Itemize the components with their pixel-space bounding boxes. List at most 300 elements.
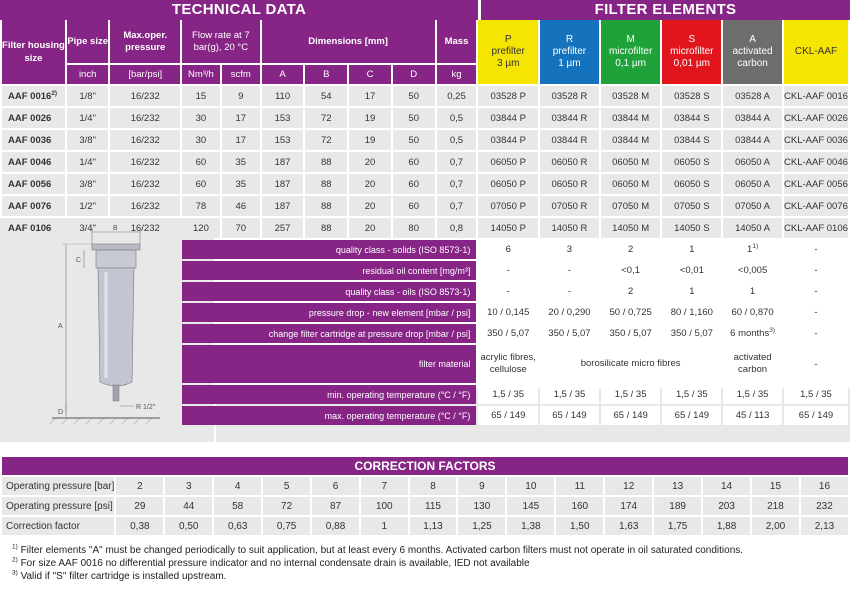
unit-cell: A <box>262 65 304 84</box>
dim-d-label: D <box>58 409 64 416</box>
table-cell: 257 <box>262 218 304 238</box>
correction-cell: 13 <box>654 477 701 495</box>
table-cell: 06050 M <box>601 174 661 194</box>
property-value <box>601 282 661 301</box>
table-cell: 0,5 <box>437 108 477 128</box>
correction-cell: 29 <box>116 497 163 515</box>
table-cell: 17 <box>349 86 391 106</box>
table-cell: 20 <box>349 196 391 216</box>
table-cell: CKL-AAF 0056 <box>784 174 848 194</box>
table-cell: 03844 P <box>478 130 538 150</box>
table-cell: 03844 M <box>601 130 661 150</box>
correction-cell: 232 <box>801 497 848 515</box>
table-row <box>2 86 848 106</box>
property-value-text: - <box>567 286 572 297</box>
table-cell: 20 <box>349 174 391 194</box>
property-value-text: <0,1 <box>621 265 641 276</box>
property-value <box>601 324 661 343</box>
correction-cell: 2,00 <box>752 517 799 535</box>
table-cell: 72 <box>305 130 347 150</box>
table-cell: 30 <box>182 108 220 128</box>
dim-c-label: C <box>76 257 82 264</box>
property-value <box>723 324 782 343</box>
table-cell: 0,7 <box>437 196 477 216</box>
correction-cell: 1,88 <box>703 517 750 535</box>
property-value <box>662 406 721 425</box>
filter-elements-header: FILTER ELEMENTS <box>481 0 850 20</box>
element-name: prefilter <box>552 46 587 57</box>
table-cell: 07050 R <box>540 196 599 216</box>
table-cell: 07050 M <box>601 196 661 216</box>
table-cell: 0,5 <box>437 130 477 150</box>
col-flow-rate: Flow rate at 7 bar(g), 20 °C <box>182 20 260 63</box>
table-cell: 70 <box>222 218 260 238</box>
element-code: M <box>626 34 635 45</box>
table-cell: 16/232 <box>110 218 180 238</box>
property-value <box>540 324 599 343</box>
table-cell: 20 <box>349 218 391 238</box>
correction-cell: 1,13 <box>410 517 457 535</box>
unit-cell: C <box>349 65 391 84</box>
property-value <box>723 261 782 280</box>
table-cell: 17 <box>222 130 260 150</box>
property-value-text: 60 / 0,870 <box>731 307 774 318</box>
table-cell: 153 <box>262 108 304 128</box>
correction-label: Operating pressure [psi] <box>2 497 114 515</box>
table-cell: 03844 A <box>723 130 782 150</box>
table-cell: 03844 S <box>662 108 721 128</box>
property-value-text: - <box>814 244 818 255</box>
table-cell: 187 <box>262 196 304 216</box>
correction-cell: 130 <box>458 497 505 515</box>
element-code: A <box>749 34 756 45</box>
table-cell: 03844 M <box>601 108 661 128</box>
property-value-text: 1 <box>689 286 695 297</box>
table-row <box>2 196 848 216</box>
property-value <box>540 303 599 322</box>
table-cell: 03528 A <box>723 86 782 106</box>
col-housing-size: Filter housing size <box>2 20 65 84</box>
property-value <box>601 261 661 280</box>
correction-cell: 3 <box>165 477 212 495</box>
property-value-text: - <box>567 265 572 276</box>
property-value <box>784 240 848 259</box>
correction-cell: 11 <box>556 477 603 495</box>
property-value <box>478 303 538 322</box>
correction-cell: 0,50 <box>165 517 212 535</box>
property-value <box>784 385 848 404</box>
element-spec: 1 µm <box>558 58 581 69</box>
correction-cell: 1,63 <box>605 517 652 535</box>
property-label: max. operating temperature (°C / °F) <box>182 406 476 425</box>
property-value <box>540 385 599 404</box>
material-acrylic: acrylic fibres, cellulose <box>478 345 538 383</box>
correction-cell: 10 <box>507 477 554 495</box>
property-value <box>723 282 782 301</box>
correction-cell: 58 <box>214 497 261 515</box>
property-value <box>540 261 599 280</box>
property-value <box>601 406 661 425</box>
dim-b-label: B <box>113 225 118 232</box>
correction-cell: 100 <box>361 497 408 515</box>
housing-size-cell <box>2 130 65 150</box>
property-value-text: 350 / 5,07 <box>670 328 713 339</box>
property-value-text: - <box>506 286 510 297</box>
correction-cell: 145 <box>507 497 554 515</box>
property-value-text: - <box>506 265 510 276</box>
table-cell: 54 <box>305 86 347 106</box>
table-cell: 20 <box>349 152 391 172</box>
correction-cell: 12 <box>605 477 652 495</box>
table-cell: 16/232 <box>110 174 180 194</box>
property-value-text: 2 <box>627 244 634 255</box>
correction-cell: 72 <box>263 497 310 515</box>
property-value <box>662 385 721 404</box>
element-name: microfilter <box>608 46 653 57</box>
correction-label: Correction factor <box>2 517 114 535</box>
table-cell: 17 <box>222 108 260 128</box>
table-cell: 06050 A <box>723 174 782 194</box>
table-cell: 14050 S <box>662 218 721 238</box>
property-value-text: 20 / 0,290 <box>548 307 591 318</box>
dim-a-label: A <box>58 323 63 330</box>
unit-cell: scfm <box>222 65 260 84</box>
property-value <box>601 240 661 259</box>
table-cell: CKL-AAF 0046 <box>784 152 848 172</box>
correction-cell: 4 <box>214 477 261 495</box>
property-value-text: 1,5 / 35 <box>800 389 832 400</box>
table-cell: 19 <box>349 130 391 150</box>
property-value-text: 350 / 5,07 <box>609 328 652 339</box>
correction-row <box>2 517 848 535</box>
correction-cell: 1,25 <box>458 517 505 535</box>
table-cell: 46 <box>222 196 260 216</box>
col-pipe-size: Pipe size <box>67 20 109 63</box>
property-value <box>540 282 599 301</box>
table-row <box>2 152 848 172</box>
table-cell: CKL-AAF 0016 <box>784 86 848 106</box>
property-value-text: 1,5 / 35 <box>492 389 525 400</box>
table-cell: 07050 P <box>478 196 538 216</box>
table-cell: 60 <box>393 174 435 194</box>
element-header-s <box>662 20 721 84</box>
table-cell: 16/232 <box>110 86 180 106</box>
element-header-p <box>478 20 538 84</box>
col-dimensions: Dimensions [mm] <box>262 20 435 63</box>
element-spec: 0,01 µm <box>673 58 711 69</box>
table-cell: 03844 A <box>723 108 782 128</box>
table-cell: 16/232 <box>110 196 180 216</box>
property-value-text: 1 <box>747 244 753 255</box>
table-cell: 14050 P <box>478 218 538 238</box>
table-cell: 03844 S <box>662 130 721 150</box>
table-cell: 72 <box>305 108 347 128</box>
element-code: S <box>688 34 696 45</box>
element-code: R <box>565 34 574 45</box>
property-value-text: 1,5 / 35 <box>614 389 647 400</box>
element-spec: carbon <box>737 58 768 69</box>
property-value-text: 50 / 0,725 <box>609 307 652 318</box>
correction-cell: 8 <box>410 477 457 495</box>
housing-size: AAF 0076 <box>8 200 52 212</box>
table-row <box>2 108 848 128</box>
property-value-text: 350 / 5,07 <box>548 328 591 339</box>
correction-cell: 1,50 <box>556 517 603 535</box>
footnote-mark: 2) <box>51 89 58 97</box>
correction-factors-title: CORRECTION FACTORS <box>2 457 848 475</box>
housing-size: AAF 0046 <box>8 156 52 168</box>
element-header-r <box>540 20 599 84</box>
property-value-text: 2 <box>627 286 634 297</box>
element-spec: 0,1 µm <box>615 58 647 69</box>
table-cell: 3/8" <box>67 130 109 150</box>
technical-data-header: TECHNICAL DATA <box>0 0 478 20</box>
table-row <box>2 174 848 194</box>
table-cell: 50 <box>393 130 435 150</box>
property-value-text: 80 / 1,160 <box>670 307 713 318</box>
table-cell: 06050 P <box>478 152 538 172</box>
property-value <box>540 406 599 425</box>
correction-cell: 1,38 <box>507 517 554 535</box>
table-cell: 06050 R <box>540 152 599 172</box>
correction-cell: 174 <box>605 497 652 515</box>
correction-cell: 87 <box>312 497 359 515</box>
table-cell: 60 <box>182 174 220 194</box>
material-ckl: - <box>784 345 848 383</box>
correction-cell: 44 <box>165 497 212 515</box>
table-cell: 9 <box>222 86 260 106</box>
unit-cell: inch <box>67 65 109 84</box>
table-cell: 06050 P <box>478 174 538 194</box>
element-code: P <box>504 34 512 45</box>
property-value-text: 1,5 / 35 <box>675 389 708 400</box>
table-cell: 1/4" <box>67 108 109 128</box>
footnote-2: $^{2)}$ For size AAF 0016 no differential pressure indicator and no internal condensate drain is available, IED not available <box>12 556 530 569</box>
table-cell: CKL-AAF 0076 <box>784 196 848 216</box>
table-cell: 03528 R <box>540 86 599 106</box>
property-value <box>662 261 721 280</box>
property-value <box>478 406 538 425</box>
table-cell: 88 <box>305 196 347 216</box>
table-cell: 0,8 <box>437 218 477 238</box>
property-value-text: 65 / 149 <box>491 410 526 421</box>
table-cell: 0,7 <box>437 174 477 194</box>
correction-cell: 15 <box>752 477 799 495</box>
unit-cell: kg <box>437 65 477 84</box>
property-value-text: 45 / 113 <box>735 410 770 421</box>
property-value-text: 6 months <box>730 328 770 339</box>
element-name: activated <box>732 46 773 57</box>
element-header-a <box>723 20 782 84</box>
property-value <box>723 303 782 322</box>
footnote-mark: 3) <box>769 326 775 334</box>
correction-cell: 203 <box>703 497 750 515</box>
housing-size-cell <box>2 152 65 172</box>
property-label: change filter cartridge at pressure drop [mbar / psi] <box>182 324 476 343</box>
housing-size: AAF 0016 <box>8 90 52 102</box>
property-value <box>784 282 848 301</box>
property-value <box>723 406 782 425</box>
table-cell: 50 <box>393 86 435 106</box>
correction-cell: 189 <box>654 497 701 515</box>
property-value-text: 1,5 / 35 <box>553 389 586 400</box>
property-value <box>723 385 782 404</box>
table-cell: 14050 R <box>540 218 599 238</box>
table-cell: 60 <box>393 196 435 216</box>
correction-row <box>2 477 848 495</box>
property-value-text: <0,01 <box>679 265 704 276</box>
housing-size-cell <box>2 108 65 128</box>
table-cell: 03844 P <box>478 108 538 128</box>
table-cell: 50 <box>393 108 435 128</box>
table-cell: 187 <box>262 174 304 194</box>
correction-row <box>2 497 848 515</box>
correction-label: Operating pressure [bar] <box>2 477 114 495</box>
correction-cell: 14 <box>703 477 750 495</box>
table-cell: 07050 A <box>723 196 782 216</box>
property-value-text: - <box>814 286 818 297</box>
element-name: microfilter <box>670 46 714 57</box>
property-value-text: 350 / 5,07 <box>487 328 530 339</box>
table-cell: 0,25 <box>437 86 477 106</box>
correction-cell: 0,38 <box>116 517 163 535</box>
element-header-ckl <box>784 20 848 84</box>
property-value-text: 65 / 149 <box>798 410 834 421</box>
material-borosilicate: borosilicate micro fibres <box>540 345 721 383</box>
property-value <box>784 303 848 322</box>
property-value-text: 65 / 149 <box>674 410 710 421</box>
table-cell: 1/4" <box>67 152 109 172</box>
correction-cell: 5 <box>263 477 310 495</box>
element-name: prefilter <box>491 46 525 57</box>
unit-cell: B <box>305 65 347 84</box>
thread-label: R 1/2" <box>136 404 156 411</box>
property-value <box>662 282 721 301</box>
table-cell: 03528 S <box>662 86 721 106</box>
correction-cell: 160 <box>556 497 603 515</box>
element-name: CKL-AAF <box>794 46 838 57</box>
table-cell: 35 <box>222 152 260 172</box>
col-mass: Mass <box>437 20 477 63</box>
table-cell: 06050 A <box>723 152 782 172</box>
property-value-text: 10 / 0,145 <box>487 307 530 318</box>
property-value-text: 1,5 / 35 <box>736 389 769 400</box>
table-cell: 1/8" <box>67 86 109 106</box>
property-value <box>601 385 661 404</box>
housing-size-cell <box>2 86 65 106</box>
footnote-mark: 1) <box>752 242 759 250</box>
property-value <box>478 385 538 404</box>
property-value <box>478 282 538 301</box>
property-value <box>784 406 848 425</box>
housing-size: AAF 0056 <box>8 178 52 190</box>
table-cell: 153 <box>262 130 304 150</box>
table-cell: 88 <box>305 174 347 194</box>
property-value-text: 6 <box>505 244 511 255</box>
property-value-text: - <box>814 307 818 318</box>
table-cell: 03528 M <box>601 86 661 106</box>
correction-cell: 0,88 <box>312 517 359 535</box>
correction-cell: 7 <box>361 477 408 495</box>
element-header-m <box>601 20 661 84</box>
table-cell: 0,7 <box>437 152 477 172</box>
table-cell: 16/232 <box>110 108 180 128</box>
property-value <box>478 261 538 280</box>
property-label: pressure drop - new element [mbar / psi] <box>182 303 476 322</box>
property-value <box>723 240 782 259</box>
correction-cell: 6 <box>312 477 359 495</box>
property-value <box>540 240 599 259</box>
property-value-text: 65 / 149 <box>552 410 587 421</box>
property-value-text: 65 / 149 <box>613 410 648 421</box>
property-value <box>784 324 848 343</box>
correction-cell: 2 <box>116 477 163 495</box>
table-cell: 88 <box>305 218 347 238</box>
correction-cell: 2,13 <box>801 517 848 535</box>
material-carbon: activated carbon <box>723 345 782 383</box>
housing-size: AAF 0036 <box>8 134 52 146</box>
table-cell: 06050 S <box>662 174 721 194</box>
table-cell: 60 <box>393 152 435 172</box>
element-spec: 3 µm <box>497 58 520 69</box>
table-cell: 14050 M <box>601 218 661 238</box>
table-cell: 16/232 <box>110 130 180 150</box>
property-value <box>601 303 661 322</box>
table-cell: CKL-AAF 0106 <box>784 218 848 238</box>
property-value <box>784 261 848 280</box>
col-max-pressure: Max.oper. pressure <box>110 20 180 63</box>
housing-size-cell <box>2 196 65 216</box>
table-cell: 14050 A <box>723 218 782 238</box>
housing-size: AAF 0106 <box>8 222 52 234</box>
property-label: filter material <box>182 345 476 383</box>
property-value <box>478 240 538 259</box>
property-value-text: 3 <box>566 244 573 255</box>
table-cell: 06050 M <box>601 152 661 172</box>
property-value-text: - <box>814 328 818 339</box>
property-value-text: 1 <box>689 244 695 255</box>
correction-cell: 9 <box>458 477 505 495</box>
table-cell: 06050 S <box>662 152 721 172</box>
table-cell: CKL-AAF 0026 <box>784 108 848 128</box>
housing-size-cell <box>2 174 65 194</box>
property-label: quality class - oils (ISO 8573-1) <box>182 282 476 301</box>
table-cell: 88 <box>305 152 347 172</box>
table-cell: 06050 R <box>540 174 599 194</box>
property-value <box>662 303 721 322</box>
housing-size: AAF 0026 <box>8 112 52 124</box>
property-value <box>662 240 721 259</box>
table-cell: 35 <box>222 174 260 194</box>
property-value-text: 1 <box>749 286 756 297</box>
table-cell: 03528 P <box>478 86 538 106</box>
table-cell: 03844 R <box>540 108 599 128</box>
table-cell: 30 <box>182 130 220 150</box>
table-cell: 16/232 <box>110 152 180 172</box>
table-cell: 03844 R <box>540 130 599 150</box>
property-value-text: - <box>814 265 818 276</box>
footnote-3: $^{3)}$ Valid if "S" filter cartridge is installed upstream. <box>12 569 227 582</box>
correction-factors-table <box>0 475 850 537</box>
table-cell: 80 <box>393 218 435 238</box>
table-cell: 187 <box>262 152 304 172</box>
table-cell: 3/8" <box>67 174 109 194</box>
property-label: residual oil content [mg/m³] <box>182 261 476 280</box>
table-cell: 07050 S <box>662 196 721 216</box>
table-cell: 110 <box>262 86 304 106</box>
table-cell: 19 <box>349 108 391 128</box>
property-value <box>478 324 538 343</box>
